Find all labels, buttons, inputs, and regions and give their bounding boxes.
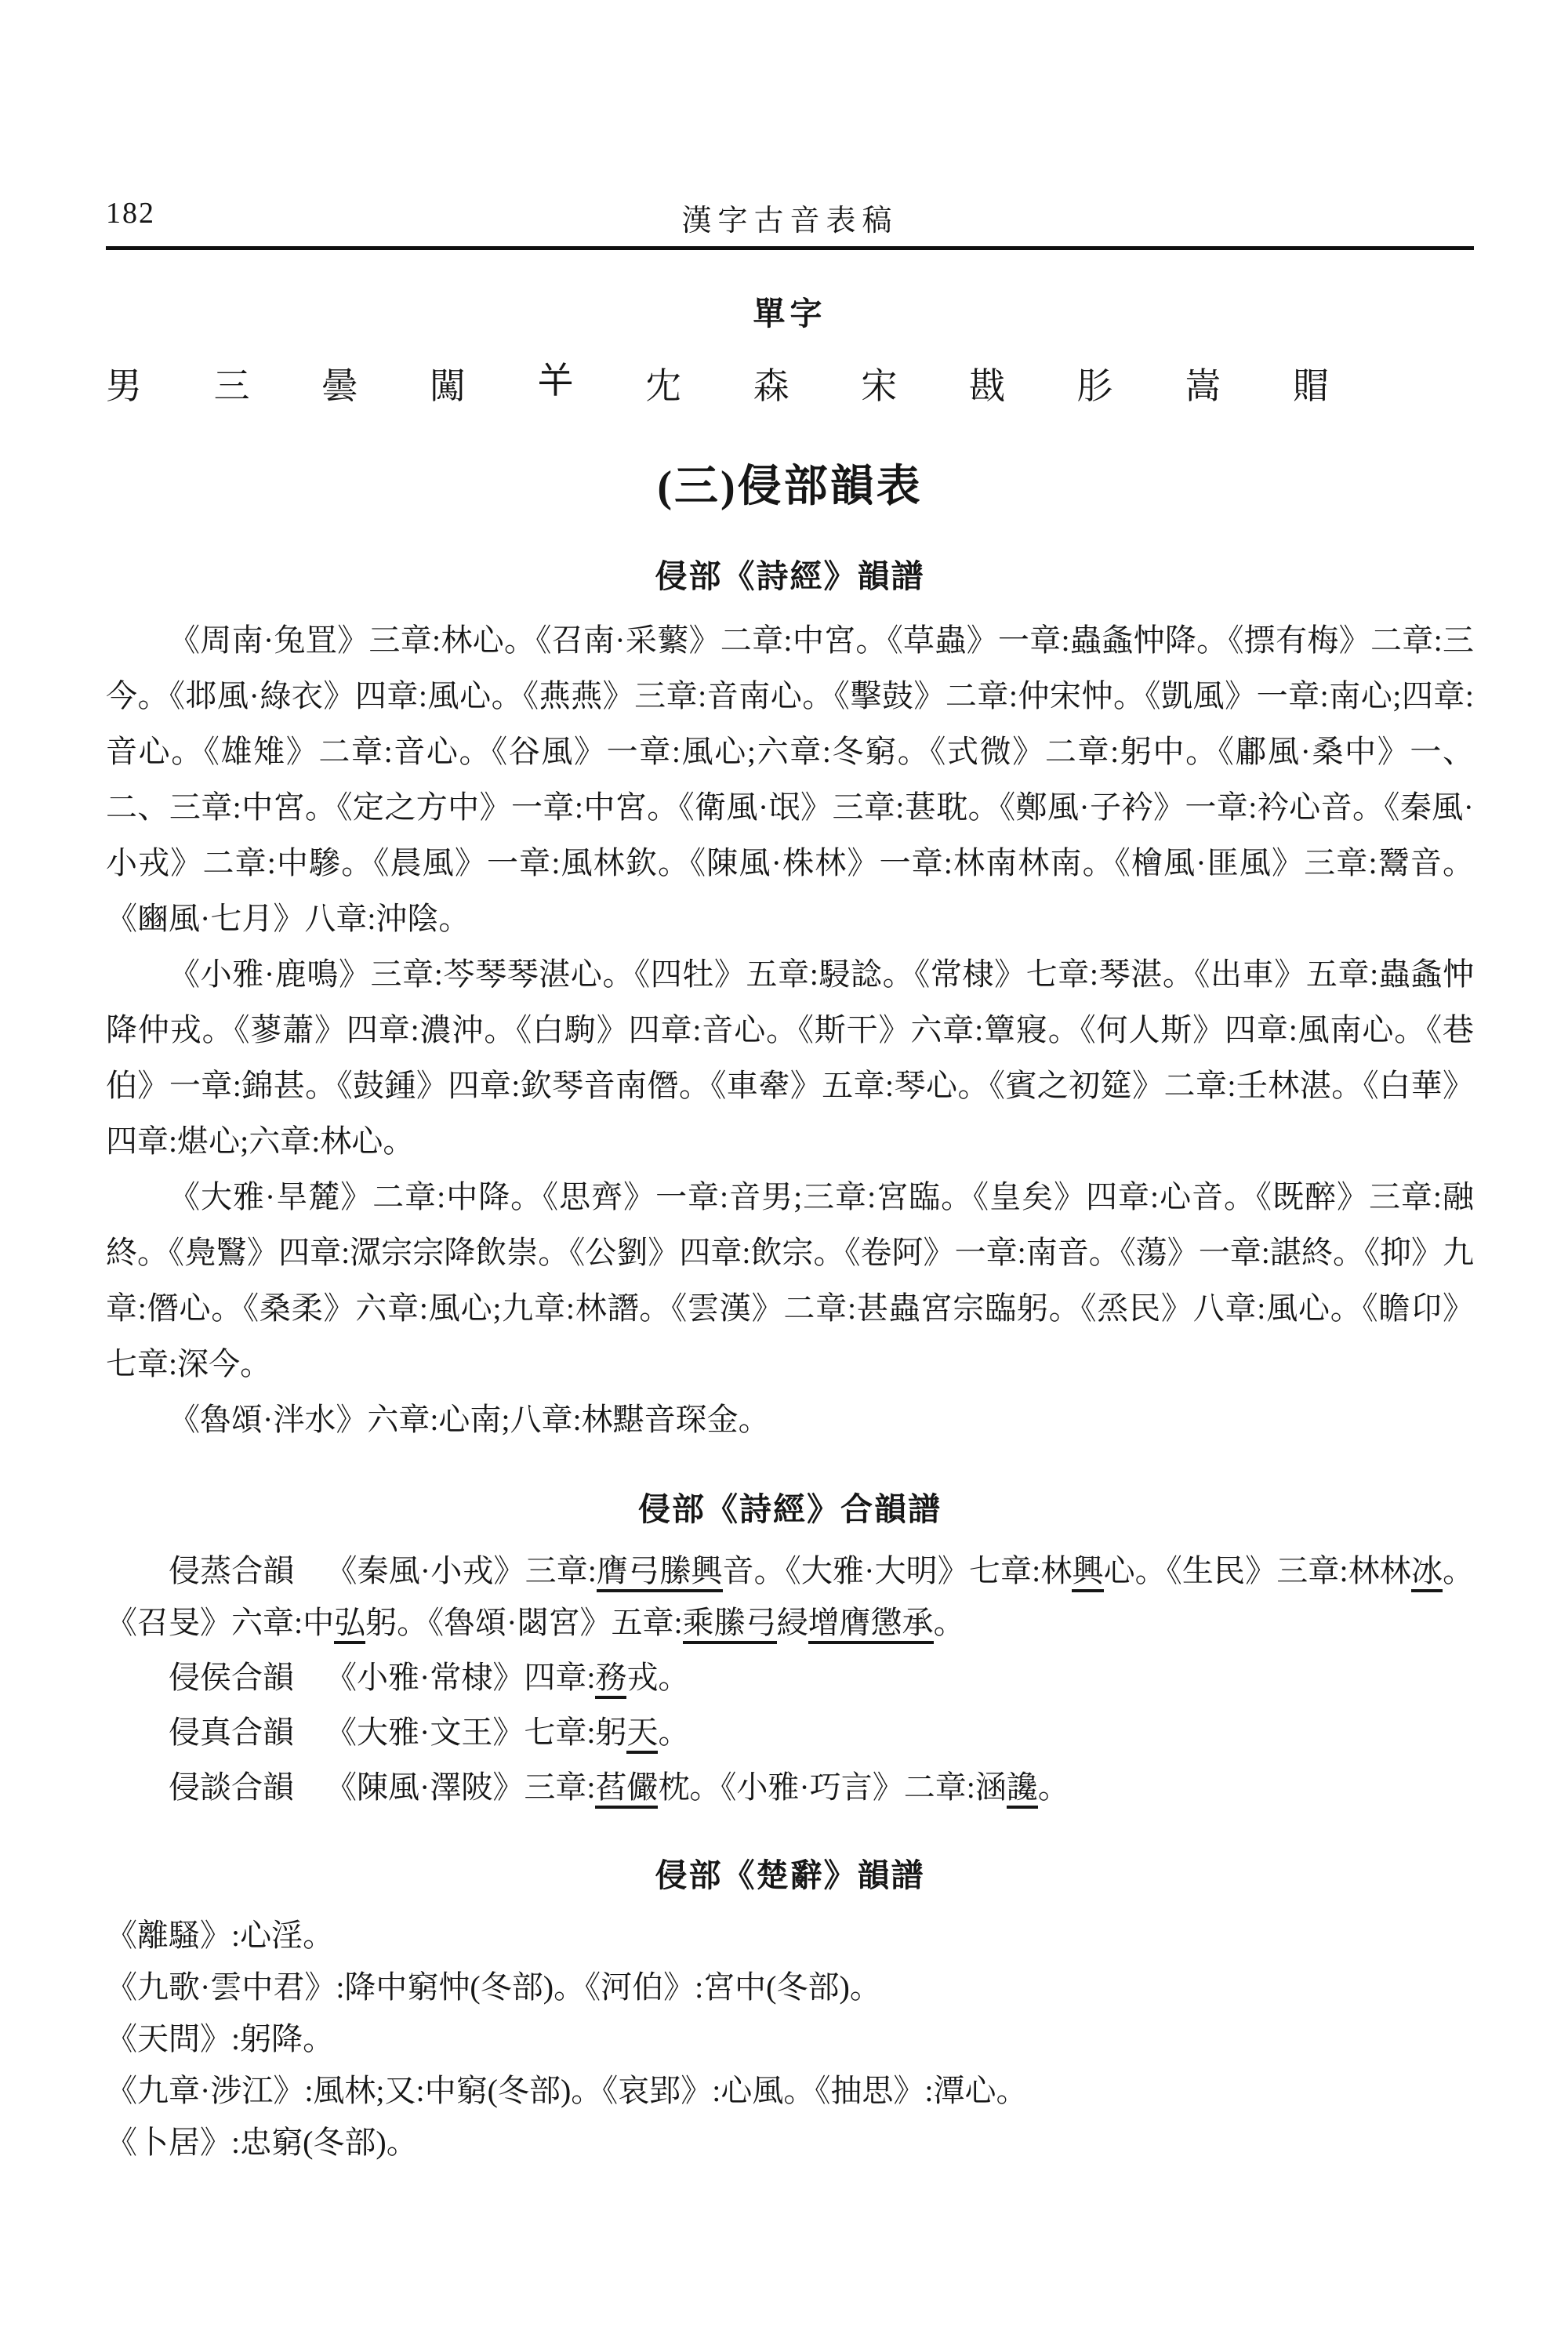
rhyme-pair-label: 侵蒸合韻 <box>169 1553 295 1588</box>
heyun-entry-text: 《小雅·常棣》四章:務戎。 <box>325 1660 689 1699</box>
heyun-entry-qin-zheng <box>106 1545 1474 1649</box>
single-char: 曇 <box>321 366 358 406</box>
chuci-line-jiuzhang: 《九章·涉江》:風林;又:中窮(冬部)。《哀郢》:心風。《抽思》:潭心。 <box>106 2073 1028 2108</box>
shijing-paragraph-xiaoya: 《小雅·鹿鳴》三章:芩琴琴湛心。《四牡》五章:駸諗。《常棣》七章:琴湛。《出車》五章:蟲螽忡降仲戎。《蓼蕭》四章:濃沖。《白駒》四章:音心。《斯干》六章:簟寢。《何人斯》四章:風南心。《巷伯》一章:錦甚。《鼓鍾》四章:欽琴音南僭。《車舝》五章:琴心。《賓之初筵》二章:壬林湛。《白華》四章:煁心;六章:林心。 <box>106 956 1474 1159</box>
heyun-entry-qin-zhen <box>106 1707 1474 1759</box>
single-char: 肜 <box>1076 366 1113 406</box>
single-char: 三 <box>213 366 250 406</box>
heyun-entry-qin-hou <box>106 1652 1474 1704</box>
section-title: (三)侵部韻表 <box>657 463 923 511</box>
chuci-line-jiuge: 《九歌·雲中君》:降中窮忡(冬部)。《河伯》:宮中(冬部)。 <box>106 1969 881 2005</box>
shijing-rhyme-heading: 侵部《詩經》韻譜 <box>655 558 925 594</box>
single-char: 嵩 <box>1185 366 1221 406</box>
single-char: 冘 <box>645 366 682 406</box>
chuci-line-buju: 《卜居》:忠窮(冬部)。 <box>106 2125 418 2160</box>
running-title: 漢字古音表稿 <box>681 205 898 238</box>
rhyme-pair-label: 侵談合韻 <box>169 1769 294 1805</box>
heyun-entry-text: 《秦風·小戎》三章:膺弓縢興音。《大雅·大明》七章:林興心。《生民》三章:林林冰。《召旻》六章:中弘躬。《魯頌·閟宮》五章:乘縢弓綅增膺懲承。 <box>106 1553 1474 1644</box>
single-char-row <box>106 358 1329 409</box>
running-header <box>106 196 1474 237</box>
single-char-heading: 單字 <box>753 296 827 332</box>
single-char: 賵 <box>1292 366 1329 406</box>
single-char: 男 <box>106 366 142 406</box>
heyun-entry-qin-tan <box>106 1762 1474 1813</box>
shijing-paragraph-daya: 《大雅·旱麓》二章:中降。《思齊》一章:音男;三章:宮臨。《皇矣》四章:心音。《既醉》三章:融終。《鳧鷖》四章:潀宗宗降飲崇。《公劉》四章:飲宗。《卷阿》一章:南音。《蕩》一章:諶終。《抑》九章:僭心。《桑柔》六章:風心;九章:林譖。《雲漢》二章:甚蟲宮宗臨躬。《烝民》八章:風心。《瞻卬》七章:深今。 <box>106 1179 1474 1381</box>
shijing-paragraph-guofeng: 《周南·兔罝》三章:林心。《召南·采蘩》二章:中宮。《草蟲》一章:蟲螽忡降。《摽有梅》二章:三今。《邶風·綠衣》四章:風心。《燕燕》三章:音南心。《擊鼓》二章:仲宋忡。《凱風》一章:南心;四章:音心。《雄雉》二章:音心。《谷風》一章:風心;六章:冬窮。《式微》二章:躬中。《鄘風·桑中》一、二、三章:中宮。《定之方中》一章:中宮。《衛風·氓》三章:葚耽。《鄭風·子衿》一章:衿心音。《秦風·小戎》二章:中驂。《晨風》一章:風林欽。《陳風·株林》一章:林南林南。《檜風·匪風》三章:鬵音。《豳風·七月》八章:沖陰。 <box>106 622 1474 936</box>
single-char: 戡 <box>969 366 1005 406</box>
shijing-paragraph-song: 《魯頌·泮水》六章:心南;八章:林黮音琛金。 <box>169 1402 770 1437</box>
chuci-line-lisao: 《離騷》:心淫。 <box>106 1918 335 1953</box>
single-char: 森 <box>753 366 789 406</box>
heyun-entry-text: 《陳風·澤陂》三章:萏儼枕。《小雅·巧言》二章:涵讒。 <box>325 1769 1069 1809</box>
chuci-line-tianwen: 《天問》:躬降。 <box>106 2021 335 2056</box>
heyun-entry-text: 《大雅·文王》七章:躬天。 <box>325 1715 689 1754</box>
heyun-heading: 侵部《詩經》合韻譜 <box>638 1491 942 1527</box>
rhyme-pair-label: 侵真合韻 <box>169 1715 294 1750</box>
header-rule <box>106 246 1474 250</box>
page-number: 182 <box>106 197 155 230</box>
single-char: 宋 <box>861 366 898 406</box>
chuci-rhyme-heading: 侵部《楚辭》韻譜 <box>655 1857 925 1893</box>
rhyme-pair-label: 侵侯合韻 <box>169 1660 294 1695</box>
single-char: 𢆉 <box>537 361 574 401</box>
single-char: 闖 <box>429 366 466 406</box>
